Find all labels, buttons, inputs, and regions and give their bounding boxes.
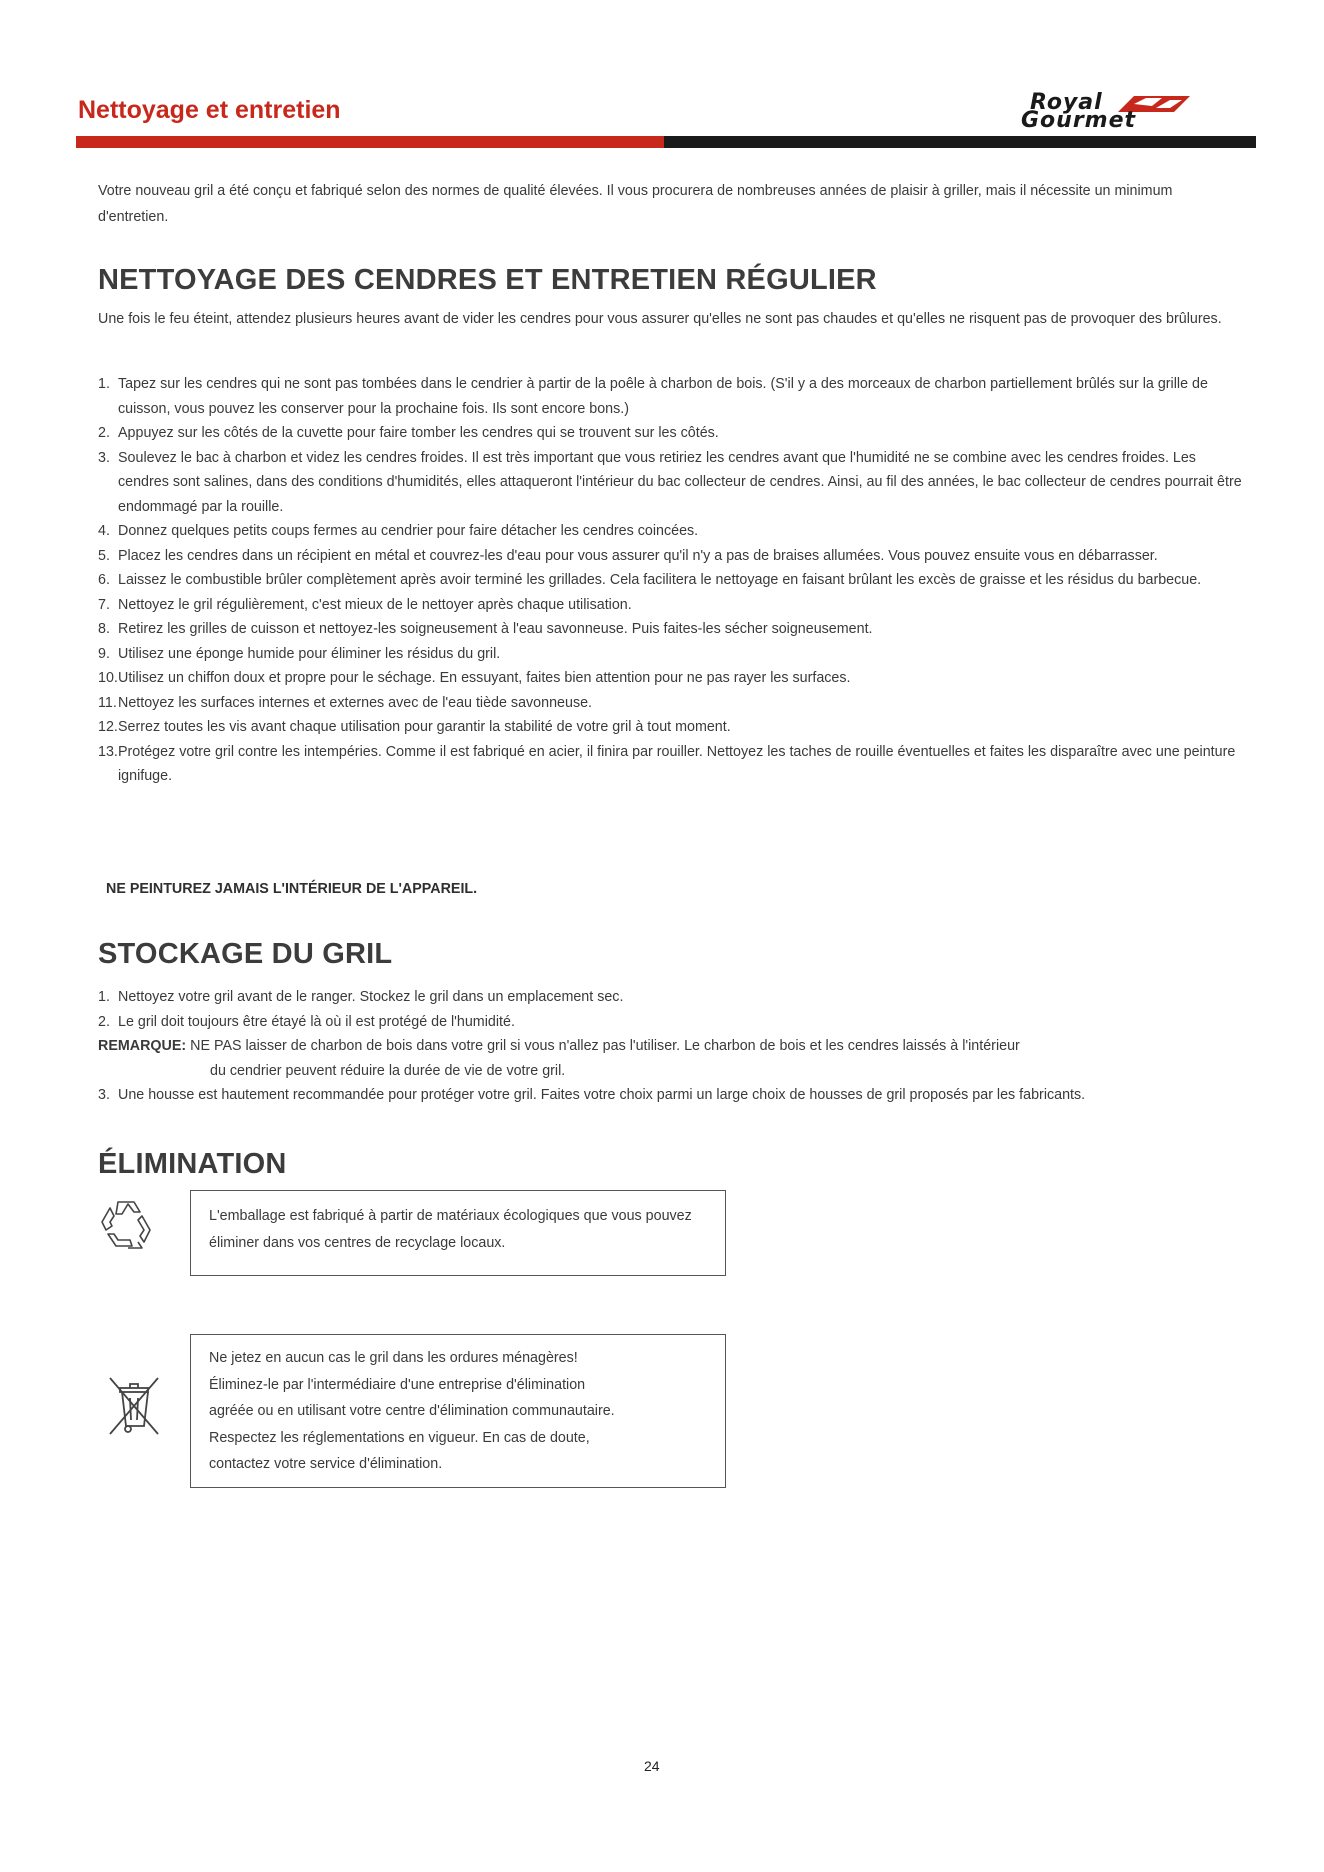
step-text: Utilisez un chiffon doux et propre pour le séchage. En essuyant, faites bien attention pour ne pas rayer les surfaces.: [118, 670, 851, 686]
cleaning-step: [98, 372, 1248, 421]
storage-steps-list: [98, 985, 1248, 1034]
cleaning-step: [98, 715, 1248, 740]
step-number: 13.: [98, 743, 118, 760]
step-text: Retirez les grilles de cuisson et nettoyez-les soigneusement à l'eau savonneuse. Puis faites-les sécher soigneusement.: [118, 621, 873, 637]
step-text: Utilisez une éponge humide pour éliminer les résidus du gril.: [118, 645, 501, 662]
cleaning-step: [98, 446, 1248, 520]
logo-text-royal: Royal: [1030, 90, 1103, 115]
cleaning-steps-list: [98, 372, 1248, 789]
logo-text-gourmet: Gourmet: [1021, 108, 1137, 133]
section-heading-storage: STOCKAGE DU GRIL: [98, 938, 393, 970]
cleaning-step: [98, 740, 1248, 789]
packaging-recycling-box: L'emballage est fabriqué à partir de matériaux écologiques que vous pouvez éliminer dans vos centres de recyclage locaux.: [190, 1190, 726, 1276]
note-text-continued: du cendrier peuvent réduire la durée de vie de votre gril.: [210, 1062, 566, 1079]
note-label: REMARQUE:: [98, 1038, 187, 1054]
storage-steps-list-continued: [98, 1083, 1248, 1108]
step-text: Nettoyez les surfaces internes et externes avec de l'eau tiède savonneuse.: [118, 694, 593, 711]
cleaning-step: [98, 568, 1248, 593]
disposal-line: contactez votre service d'élimination.: [209, 1456, 443, 1472]
cleaning-step: [98, 593, 1248, 618]
disposal-text: [209, 1345, 709, 1478]
step-number: 6.: [98, 572, 110, 588]
step-number: 11.: [98, 694, 117, 711]
step-number: 3.: [98, 449, 110, 466]
disposal-line: Respectez les réglementations en vigueur. En cas de doute,: [209, 1429, 590, 1446]
step-number: 4.: [98, 523, 110, 539]
step-number: 7.: [98, 596, 110, 613]
step-number: 10.: [98, 670, 118, 686]
step-number: 2.: [98, 425, 110, 441]
step-number: 1.: [98, 376, 110, 392]
step-text: Donnez quelques petits coups fermes au cendrier pour faire détacher les cendres coincées.: [118, 523, 699, 539]
appliance-disposal-box: [190, 1334, 726, 1488]
section-heading-cleaning: NETTOYAGE DES CENDRES ET ENTRETIEN RÉGULIER: [98, 264, 877, 296]
storage-note: [98, 1034, 1248, 1083]
recycle-icon: [98, 1196, 154, 1252]
disposal-line: Ne jetez en aucun cas le gril dans les ordures ménagères!: [209, 1350, 578, 1366]
step-text: Protégez votre gril contre les intempéries. Comme il est fabriqué en acier, il finira par rouiller. Nettoyez les taches de rouille éventuelles et faites les disparaître avec une peinture ignifuge.: [118, 743, 1236, 784]
step-text: Le gril doit toujours être étayé là où il est protégé de l'humidité.: [118, 1013, 515, 1030]
storage-step: [98, 985, 1248, 1010]
cleaning-step: [98, 642, 1248, 667]
page-number: 24: [644, 1758, 660, 1774]
step-number: 5.: [98, 547, 110, 564]
step-number: 12.: [98, 719, 118, 735]
crossed-out-bin-icon: [106, 1372, 162, 1438]
step-text: Nettoyez votre gril avant de le ranger. Stockez le gril dans un emplacement sec.: [118, 989, 624, 1005]
step-text: Placez les cendres dans un récipient en métal et couvrez-les d'eau pour vous assurer qu'il n'y a pas de braises allumées. Vous pouvez ensuite vous en débarrasser.: [118, 547, 1158, 564]
cleaning-step: [98, 666, 1248, 691]
note-text: NE PAS laisser de charbon de bois dans votre gril si vous n'allez pas l'utiliser. Le charbon de bois et les cendres laissés à l'intérieur: [190, 1038, 1020, 1054]
step-number: 9.: [98, 645, 110, 662]
step-number: 8.: [98, 621, 110, 637]
cleaning-step: [98, 691, 1248, 716]
step-number: 3.: [98, 1087, 110, 1103]
step-text: Soulevez le bac à charbon et videz les cendres froides. Il est très important que vous retiriez les cendres avant que l'humidité ne se combine avec les cendres froides. Les cendres sont salines, dans des conditions d'humidités, elles attaqueront l'intérieur du bac collecteur de cendres. Ainsi, au fil des années, le bac collecteur de cendres pourrait être endommagé par la rouille.: [118, 449, 1242, 515]
step-number: 2.: [98, 1013, 110, 1030]
cleaning-step: [98, 544, 1248, 569]
cleaning-step: [98, 421, 1248, 446]
step-text: Laissez le combustible brûler complètement après avoir terminé les grillades. Cela facilitera le nettoyage en faisant brûlant les excès de graisse et les résidus du barbecue.: [118, 572, 1202, 588]
section-cleaning-intro: Une fois le feu éteint, attendez plusieurs heures avant de vider les cendres pour vous assurer qu'elles ne sont pas chaudes et qu'elles ne risquent pas de provoquer des brûlures.: [98, 311, 1222, 327]
disposal-line: agréée ou en utilisant votre centre d'élimination communautaire.: [209, 1403, 615, 1419]
storage-step: [98, 1083, 1248, 1108]
disposal-line: Éliminez-le par l'intermédiaire d'une entreprise d'élimination: [209, 1376, 586, 1393]
page-section-title: Nettoyage et entretien: [78, 96, 341, 124]
paint-warning: NE PEINTUREZ JAMAIS L'INTÉRIEUR DE L'APPAREIL.: [106, 881, 478, 897]
section-heading-disposal: ÉLIMINATION: [98, 1148, 287, 1180]
cleaning-step: [98, 617, 1248, 642]
step-number: 1.: [98, 989, 110, 1005]
intro-paragraph: Votre nouveau gril a été conçu et fabriqué selon des normes de qualité élevées. Il vous procurera de nombreuses années de plaisir à griller, mais il nécessite un minimum d'entretien.: [98, 183, 1173, 225]
step-text: Appuyez sur les côtés de la cuvette pour faire tomber les cendres qui se trouvent sur les côtés.: [118, 425, 719, 441]
header-rule-black: [664, 136, 1256, 148]
brand-logo: [1020, 92, 1256, 132]
step-text: Tapez sur les cendres qui ne sont pas tombées dans le cendrier à partir de la poêle à charbon de bois. (S'il y a des morceaux de charbon partiellement brûlés sur la grille de cuisson, vous pouvez les conserver pour la prochaine fois. Ils sont encore bons.): [118, 376, 1208, 417]
step-text: Une housse est hautement recommandée pour protéger votre gril. Faites votre choix parmi un large choix de housses de gril proposés par les fabricants.: [118, 1087, 1086, 1103]
header-rule-red: [76, 136, 664, 148]
step-text: Serrez toutes les vis avant chaque utilisation pour garantir la stabilité de votre gril à tout moment.: [118, 719, 731, 735]
cleaning-step: [98, 519, 1248, 544]
step-text: Nettoyez le gril régulièrement, c'est mieux de le nettoyer après chaque utilisation.: [118, 596, 632, 613]
storage-step: [98, 1010, 1248, 1035]
